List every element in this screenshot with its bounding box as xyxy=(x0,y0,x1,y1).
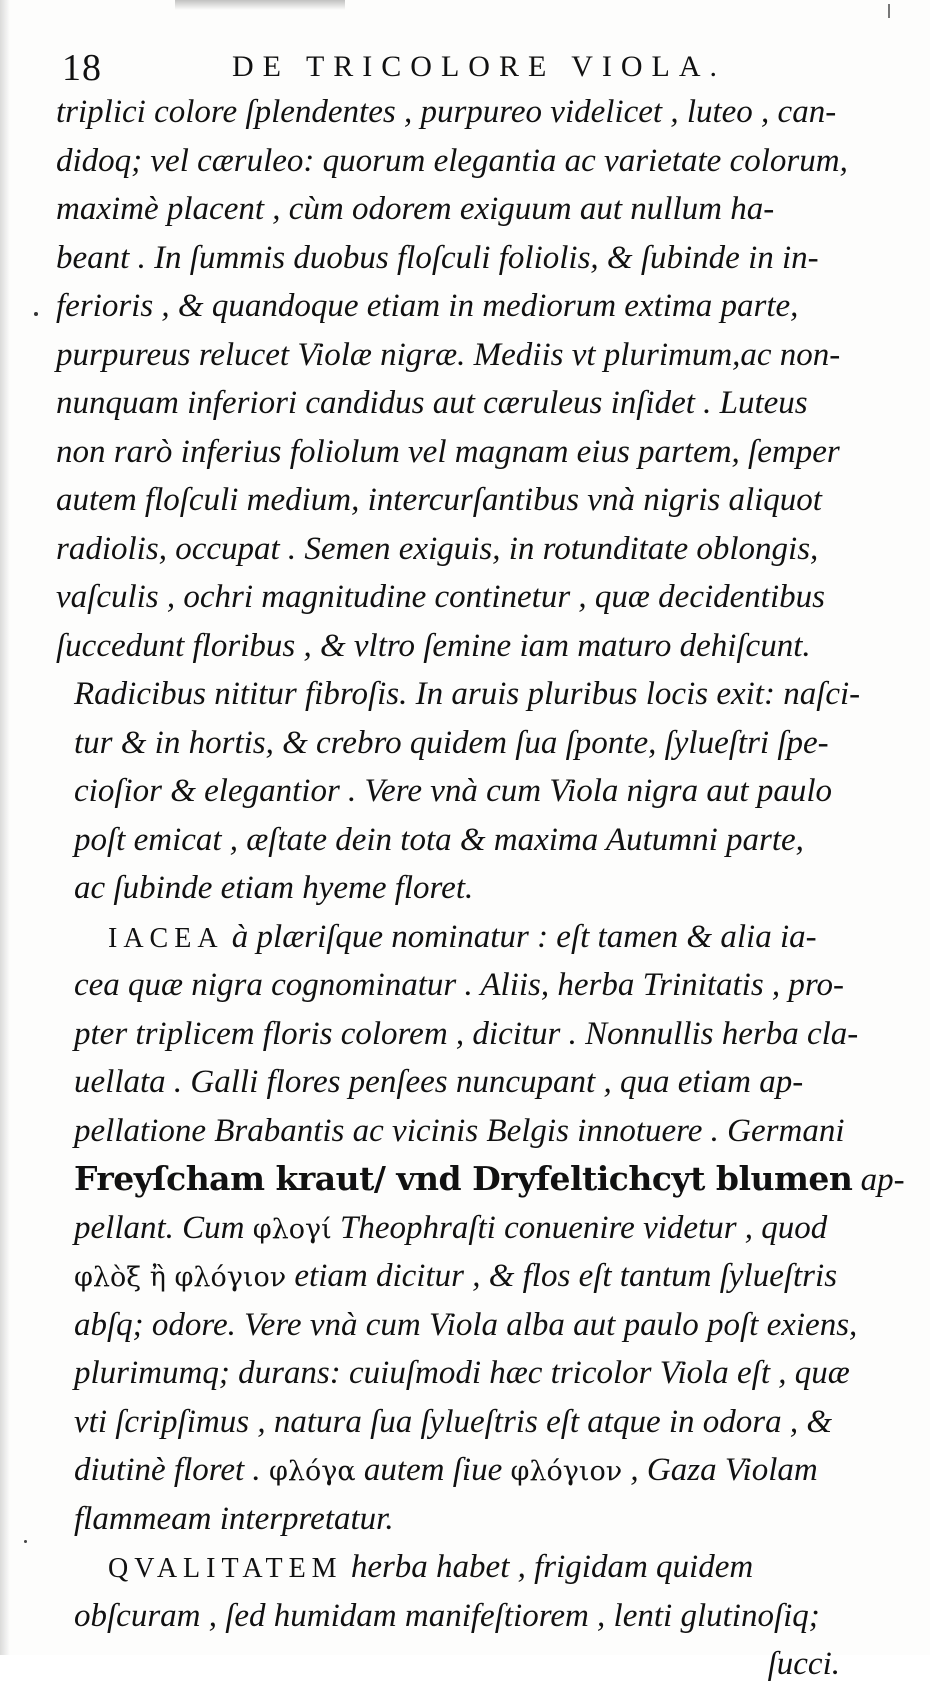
text-span: Theophraſti conuenire videtur , quod xyxy=(331,1209,828,1246)
text-line: purpureus relucet Violæ nigræ. Mediis vt plurimum,ac non- xyxy=(56,336,841,373)
text-line xyxy=(56,1252,886,1301)
text-span: herba habet , frigidam quidem xyxy=(342,1549,754,1585)
greek-word: φλόγα xyxy=(268,1456,356,1487)
text-line: cioſior & elegantior . Vere vnà cum Viola nigra aut paulo xyxy=(74,773,832,809)
text-line: triplici colore ſplendentes , purpureo videlicet , luteo , can- xyxy=(56,94,837,130)
scan-mark xyxy=(888,4,890,18)
paragraph-start xyxy=(56,1543,886,1592)
ink-speck xyxy=(34,312,38,316)
text-line: flammeam interpretatur. xyxy=(74,1500,394,1537)
text-line: abſq; odore. Vere vnà cum Viola alba aut paulo poſt exiens, xyxy=(74,1306,858,1343)
scan-smudge xyxy=(175,0,345,10)
german-blackletter-text: Freyſcham kraut/ vnd Dryfeltichcyt blumen xyxy=(74,1159,853,1198)
running-head: DE TRICOLORE VIOLA. xyxy=(232,50,727,83)
text-line: obſcuram , ſed humidam manifeſtiorem , lenti glutinoſiq; xyxy=(74,1597,820,1634)
page-number: 18 xyxy=(62,47,102,89)
text-line: ac ſubinde etiam hyeme floret. xyxy=(74,870,474,906)
body-text xyxy=(56,88,905,1689)
text-line: ſuccedunt floribus , & vltro ſemine iam maturo dehiſcunt. xyxy=(56,627,811,664)
text-line xyxy=(56,1204,886,1253)
text-line: cea quæ nigra cognominatur . Aliis, herba Trinitatis , pro- xyxy=(74,967,845,1003)
text-span: autem ſiue xyxy=(355,1452,511,1488)
text-span: , Gaza Violam xyxy=(622,1452,818,1488)
text-span: etiam dicitur , & flos eſt tantum ſylueſtris xyxy=(286,1258,838,1294)
greek-word: φλὸξ ἢ φλόγιον xyxy=(74,1262,287,1293)
text-line: beant . In ſummis duobus floſculi foliolis, & ſubinde in in- xyxy=(56,239,819,276)
text-line: ferioris , & quandoque etiam in mediorum extima parte, xyxy=(56,288,799,324)
text-line: radiolis, occupat . Semen exiguis, in rotunditate oblongis, xyxy=(56,530,819,567)
text-span: diutinè floret . xyxy=(74,1452,261,1488)
text-line: pter triplicem floris colorem , dicitur . Nonnullis herba cla- xyxy=(74,1015,859,1052)
lead-capital-word: IACEA xyxy=(108,922,224,954)
lead-capital-word: QVALITATEM xyxy=(108,1553,343,1584)
ink-speck xyxy=(24,1540,27,1543)
text-line: uellata . Galli flores penſees nuncupant , qua etiam ap- xyxy=(74,1064,804,1100)
greek-word: φλογί xyxy=(252,1213,332,1245)
text-span: pellant. Cum xyxy=(74,1209,245,1246)
text-span: ap- xyxy=(852,1162,905,1198)
text-line: tur & in hortis, & crebro quidem ſua ſponte, ſylueſtri ſpe- xyxy=(74,724,829,761)
text-line: pellatione Brabantis ac vicinis Belgis innotuere . Germani xyxy=(74,1112,845,1149)
text-line: poſt emicat , æſtate dein tota & maxima Autumni parte, xyxy=(74,821,804,858)
gutter-shadow xyxy=(0,0,10,1655)
text-line: didoq; vel cæruleo: quorum elegantia ac varietate colorum, xyxy=(56,142,848,179)
catchword: ſucci. xyxy=(767,1646,840,1682)
text-line: vti ſcripſimus , natura ſua ſylueſtris eſt atque in odora , & xyxy=(74,1403,833,1440)
greek-word: φλόγιον xyxy=(510,1456,623,1487)
paragraph-start xyxy=(56,913,886,962)
text-span: à plæriſque nominatur : eſt tamen & alia ia- xyxy=(223,918,817,955)
text-line xyxy=(56,1446,886,1495)
page-header xyxy=(62,44,862,94)
text-line: nunquam inferiori candidus aut cæruleus inſidet . Luteus xyxy=(56,385,808,421)
text-line: maximè placent , cùm odorem exiguum aut nullum ha- xyxy=(56,191,775,227)
text-line xyxy=(56,1155,905,1204)
text-line: vaſculis , ochri magnitudine continetur , quæ decidentibus xyxy=(56,579,825,615)
text-line: non rarò inferius foliolum vel magnam eius partem, ſemper xyxy=(56,433,840,470)
text-line: Radicibus nititur fibroſis. In aruis pluribus locis exit: naſci- xyxy=(74,676,861,712)
text-line: plurimumq; durans: cuiuſmodi hæc tricolor Viola eſt , quæ xyxy=(74,1355,850,1391)
text-line: autem floſculi medium, intercurſantibus vnà nigris aliquot xyxy=(56,482,822,518)
